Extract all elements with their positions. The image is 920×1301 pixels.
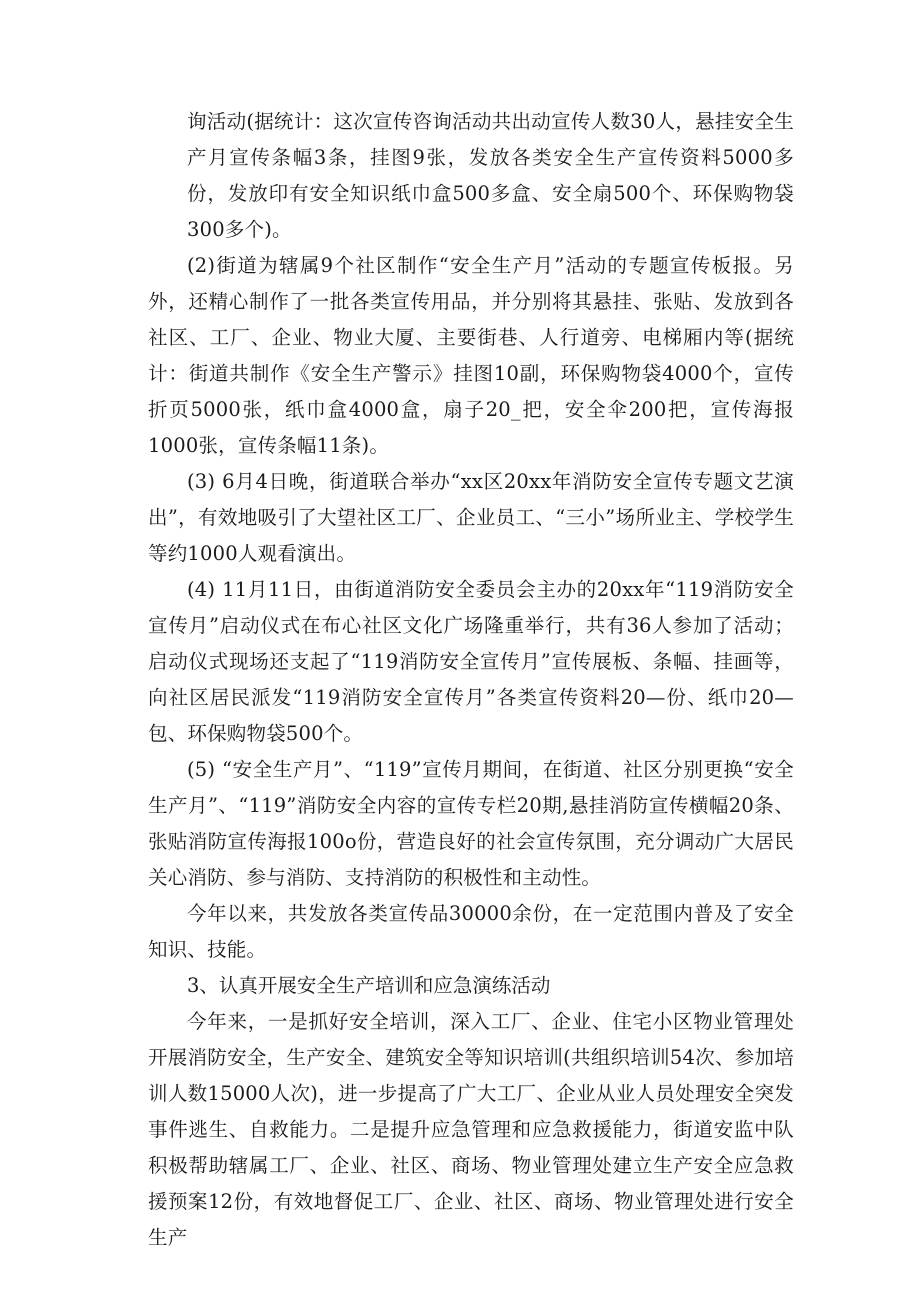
section-heading-3: 3、认真开展安全生产培训和应急演练活动 <box>187 974 551 997</box>
paragraph-summary: 今年以来，共发放各类宣传品30000余份，在一定范围内普及了安全知识、技能。 <box>148 902 794 961</box>
document-body <box>148 104 794 1256</box>
paragraph-item-3: (3) 6月4日晚，街道联合举办“xx区20xx年消防安全宣传专题文艺演出”，有效地吸引了大望社区工厂、企业员工、“三小”场所业主、学校学生等约1000人观看演出。 <box>148 470 794 565</box>
paragraph-survey-stats: 询活动(据统计：这次宣传咨询活动共出动宣传人数30人，悬挂安全生产月宣传条幅3条，挂图9张，发放各类安全生产宣传资料5000多份，发放印有安全知识纸巾盒500多盒、安全扇500个、环保购物袋300多个)。 <box>187 110 794 241</box>
paragraph-item-4: (4) 11月11日，由街道消防安全委员会主办的20xx年“119消防安全宣传月”启动仪式在布心社区文化广场隆重举行，共有36人参加了活动；启动仪式现场还支起了“119消防安全宣传月”宣传展板、条幅、挂画等，向社区居民派发“119消防安全宣传月”各类宣传资料20—份、纸巾20—包、环保购物袋500个。 <box>148 578 794 745</box>
paragraph-item-5: (5) “安全生产月”、“119”宣传月期间，在街道、社区分别更换“安全生产月”、“119”消防安全内容的宣传专栏20期,悬挂消防宣传横幅20条、张贴消防宣传海报100o份，营造良好的社会宣传氛围，充分调动广大居民关心消防、参与消防、支持消防的积极性和主动性。 <box>148 758 794 889</box>
paragraph-item-2: (2)街道为辖属9个社区制作“安全生产月”活动的专题宣传板报。另外，还精心制作了一批各类宣传用品，并分别将其悬挂、张贴、发放到各社区、工厂、企业、物业大厦、主要街巷、人行道旁、电梯厢内等(据统计：街道共制作《安全生产警示》挂图10副，环保购物袋4000个，宣传折页5000张，纸巾盒4000盒，扇子20_把，安全伞200把，宣传海报1000张，宣传条幅11条)。 <box>148 254 794 457</box>
paragraph-training: 今年来，一是抓好安全培训，深入工厂、企业、住宅小区物业管理处开展消防安全，生产安全、建筑安全等知识培训(共组织培训54次、参加培训人数15000人次)，进一步提高了广大工厂、企业从业人员处理安全突发事件逃生、自救能力。二是提升应急管理和应急救援能力，街道安监中队积极帮助辖属工厂、企业、社区、商场、物业管理处建立生产安全应急救援预案12份，有效地督促工厂、企业、社区、商场、物业管理处进行安全生产 <box>148 1010 794 1249</box>
